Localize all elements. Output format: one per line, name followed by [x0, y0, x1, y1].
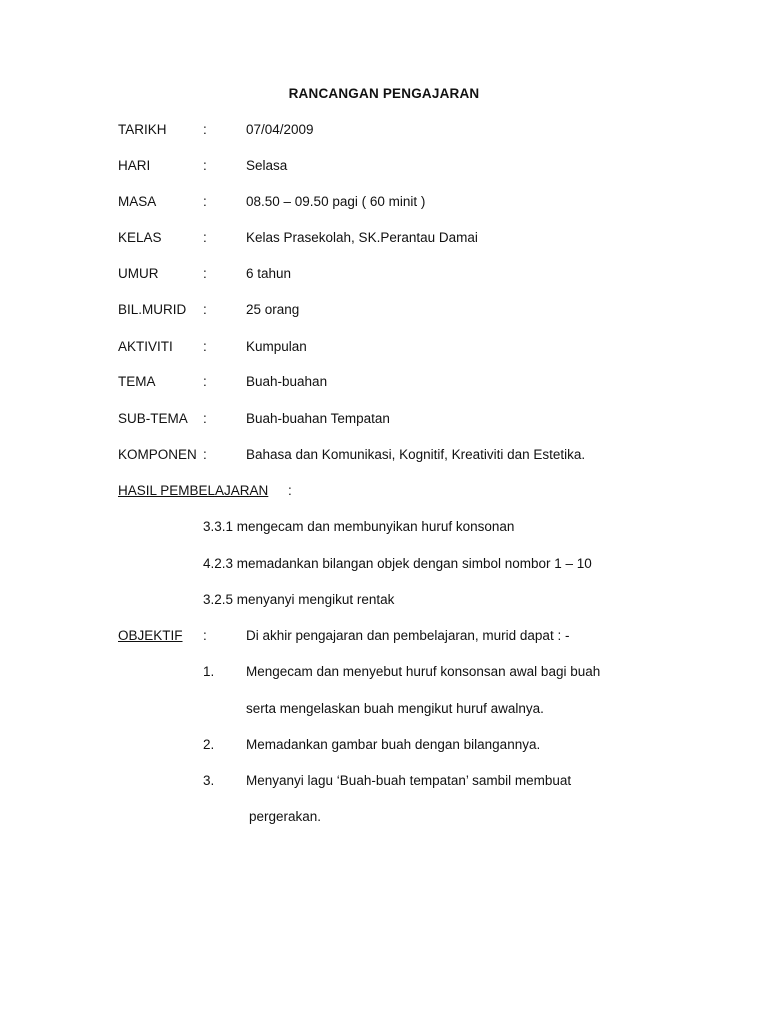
field-sub-tema: [0, 410, 768, 428]
field-value: Buah-buahan Tempatan: [246, 411, 390, 426]
field-value: Selasa: [246, 158, 288, 173]
hasil-label: HASIL PEMBELAJARAN: [118, 483, 269, 498]
objektif-item: [0, 736, 768, 754]
objektif-item-text: Memadankan gambar buah dengan bilangannya.: [246, 737, 541, 752]
field-label: TARIKH: [118, 122, 167, 137]
field-label: UMUR: [118, 266, 159, 281]
document-title: RANCANGAN PENGAJARAN: [288, 86, 480, 101]
field-label: SUB-TEMA: [118, 411, 188, 426]
field-label: HARI: [118, 158, 151, 173]
objektif-label: OBJEKTIF: [118, 628, 183, 643]
field-separator: :: [203, 158, 207, 173]
field-label: AKTIVITI: [118, 339, 173, 354]
objektif-item-number: 3.: [203, 773, 215, 788]
field-value: Kumpulan: [246, 339, 307, 354]
field-separator: :: [203, 122, 207, 137]
objektif-item: [0, 772, 768, 790]
field-label: BIL.MURID: [118, 302, 187, 317]
field-hari: [0, 157, 768, 175]
hasil-item: [0, 518, 768, 536]
field-separator: :: [203, 411, 207, 426]
objektif-heading: [0, 627, 768, 645]
field-value: 6 tahun: [246, 266, 292, 281]
hasil-heading: [0, 482, 768, 500]
field-masa: [0, 193, 768, 211]
field-value: 08.50 – 09.50 pagi ( 60 minit ): [246, 194, 426, 209]
objektif-item-text: Mengecam dan menyebut huruf konsonsan awal bagi buah: [246, 664, 601, 679]
field-value: Buah-buahan: [246, 374, 328, 389]
objektif-item-text: pergerakan.: [249, 809, 322, 824]
field-value: Bahasa dan Komunikasi, Kognitif, Kreativiti dan Estetika.: [246, 447, 586, 462]
field-label: MASA: [118, 194, 157, 209]
field-separator: :: [203, 339, 207, 354]
field-separator: :: [203, 447, 207, 462]
hasil-item-text: 3.2.5 menyanyi mengikut rentak: [203, 592, 395, 607]
field-label: KOMPONEN: [118, 447, 197, 462]
field-separator: :: [203, 194, 207, 209]
hasil-item: [0, 591, 768, 609]
field-separator: :: [203, 230, 207, 245]
hasil-item: [0, 555, 768, 573]
field-value: 07/04/2009: [246, 122, 314, 137]
objektif-item-continuation: [0, 700, 768, 718]
objektif-item-continuation: [0, 808, 768, 826]
objektif-item-text: serta mengelaskan buah mengikut huruf awalnya.: [246, 701, 544, 716]
field-value: Kelas Prasekolah, SK.Perantau Damai: [246, 230, 478, 245]
hasil-separator: :: [288, 483, 292, 498]
field-bil-murid: [0, 301, 768, 319]
objektif-intro: Di akhir pengajaran dan pembelajaran, murid dapat : -: [246, 628, 570, 643]
field-separator: :: [203, 266, 207, 281]
field-tarikh: [0, 121, 768, 139]
objektif-item-number: 2.: [203, 737, 215, 752]
objektif-item: [0, 663, 768, 681]
hasil-item-text: 3.3.1 mengecam dan membunyikan huruf konsonan: [203, 519, 515, 534]
field-separator: :: [203, 374, 207, 389]
field-umur: [0, 265, 768, 283]
field-value: 25 orang: [246, 302, 300, 317]
field-label: TEMA: [118, 374, 156, 389]
hasil-item-text: 4.2.3 memadankan bilangan objek dengan simbol nombor 1 – 10: [203, 556, 592, 571]
objektif-item-text: Menyanyi lagu ‘Buah-buah tempatan’ sambil membuat: [246, 773, 572, 788]
field-aktiviti: [0, 338, 768, 356]
field-label: KELAS: [118, 230, 162, 245]
field-kelas: [0, 229, 768, 247]
objektif-item-number: 1.: [203, 664, 215, 679]
field-komponen: [0, 446, 768, 464]
field-separator: :: [203, 302, 207, 317]
objektif-separator: :: [203, 628, 207, 643]
field-tema: [0, 373, 768, 391]
